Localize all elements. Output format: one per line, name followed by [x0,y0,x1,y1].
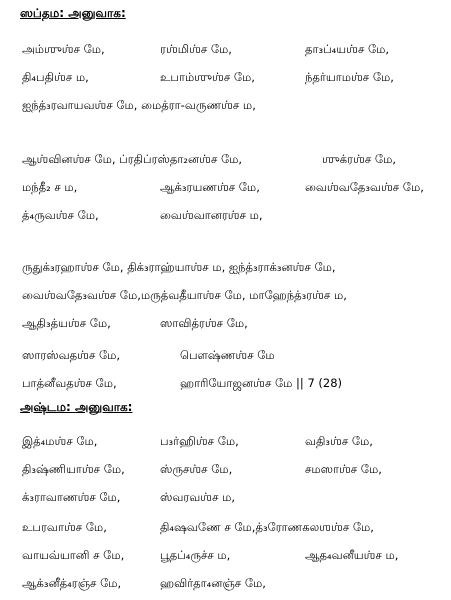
verse-phrase: ஹாரியோஜனஶ்ச மே || 7 (28) [180,376,343,390]
verse-phrase: மந்தீ₂ ச ம, [22,180,78,194]
verse-line [0,490,451,506]
verse-phrase: ஸ்வரவஶ்ச ம, [160,490,236,504]
verse-phrase: தா₃ப்₄யஶ்ச மே, [305,42,390,56]
section-heading-ashtama: அஷ்டம: அனுவாக: [20,400,133,414]
verse-phrase: வைஶ்வதே₃வஶ்ச மே,மருத்வதீயாஶ்ச மே, மாஹேந்த்₃ரஶ்ச ம, [22,288,347,302]
verse-phrase: இத்₄மஶ்ச மே, [22,434,98,448]
verse-phrase: தி₄ஷவணே ச மே,த்₃ரோணகலஶஶ்ச மே, [160,520,374,534]
verse-line [0,208,451,224]
verse-phrase: சமஸாஶ்ச மே, [305,462,382,476]
verse-phrase: பூதப்₄ருச்ச ம, [160,548,231,562]
verse-phrase: ப₃ர்ஹிஶ்ச மே, [160,434,239,448]
verse-phrase: ஐந்த்₃ரவாயவஶ்ச மே, மைத்ரா-வருணஶ்ச ம, [22,98,256,112]
verse-phrase: ஆதி₃த்யஶ்ச மே, [22,316,111,330]
verse-phrase: தி₃ஷ்ணியாஶ்ச மே, [22,462,125,476]
verse-phrase: அம்ஶுஶ்ச மே, [22,42,105,56]
verse-phrase: ந்தர்யாமஶ்ச மே, [305,70,394,84]
verse-phrase: உபாம்ஶுஶ்ச மே, [160,70,255,84]
verse-phrase: உபரவாஶ்ச மே, [22,520,107,534]
verse-line [0,462,451,478]
verse-phrase: ஶுக்ரஶ்ச மே, [322,152,396,166]
verse-line [0,434,451,450]
verse-phrase: வாயவ்யானி ச மே, [22,548,125,562]
verse-phrase: ஸாரஸ்வதஶ்ச மே, [22,348,121,362]
verse-phrase: வைஶ்வதே₃வஶ்ச மே, [305,180,424,194]
verse-phrase: ஆக்₃ரயணஶ்ச மே, [160,180,260,194]
verse-line [0,70,451,86]
verse-phrase: ஸ்ருசஶ்ச மே, [160,462,233,476]
verse-line [0,376,451,392]
section-heading-saptama: ஸப்தம: அனுவாக: [20,6,126,20]
verse-line [0,316,451,332]
verse-phrase: வைஶ்வானரஶ்ச ம, [160,208,263,222]
verse-phrase: ரஶ்மிஶ்ச மே, [160,42,232,56]
verse-line [0,42,451,58]
verse-phrase: க்₃ராவாணஶ்ச மே, [22,490,121,504]
verse-line [0,98,451,114]
verse-line [0,260,451,276]
verse-phrase: ஸாவித்ரஶ்ச மே, [160,316,248,330]
verse-phrase: ஆக்₃னீத்₄ரஞ்ச மே, [22,576,122,590]
verse-line [0,288,451,304]
verse-phrase: ஹவிர்தா₄னஞ்ச மே, [160,576,266,590]
verse-phrase: ருதுக்₃ரஹாஶ்ச மே, திக்₃ராஹ்யாஶ்ச ம, ஐந்த்₃ராக்₃னஶ்ச மே, [22,260,336,274]
verse-phrase: த்₄ருவஶ்ச மே, [22,208,99,222]
verse-phrase: பாத்னீவதஶ்ச மே, [22,376,117,390]
verse-phrase: பௌஷ்ணஶ்ச மே [180,348,275,362]
verse-line [0,348,451,364]
verse-phrase: தி₄பதிஶ்ச ம, [22,70,89,84]
verse-line [0,548,451,564]
verse-line [0,180,451,196]
verse-phrase: வதி₃ஶ்ச மே, [305,434,373,448]
verse-line [0,520,451,536]
verse-line [0,152,451,168]
verse-phrase: ஆஶ்வினஶ்ச மே, ப்ரதிப்ரஸ்தா₂னஶ்ச மே, [22,152,243,166]
verse-line [0,576,451,592]
verse-phrase: ஆத₄வனீயஶ்ச ம, [305,548,399,562]
